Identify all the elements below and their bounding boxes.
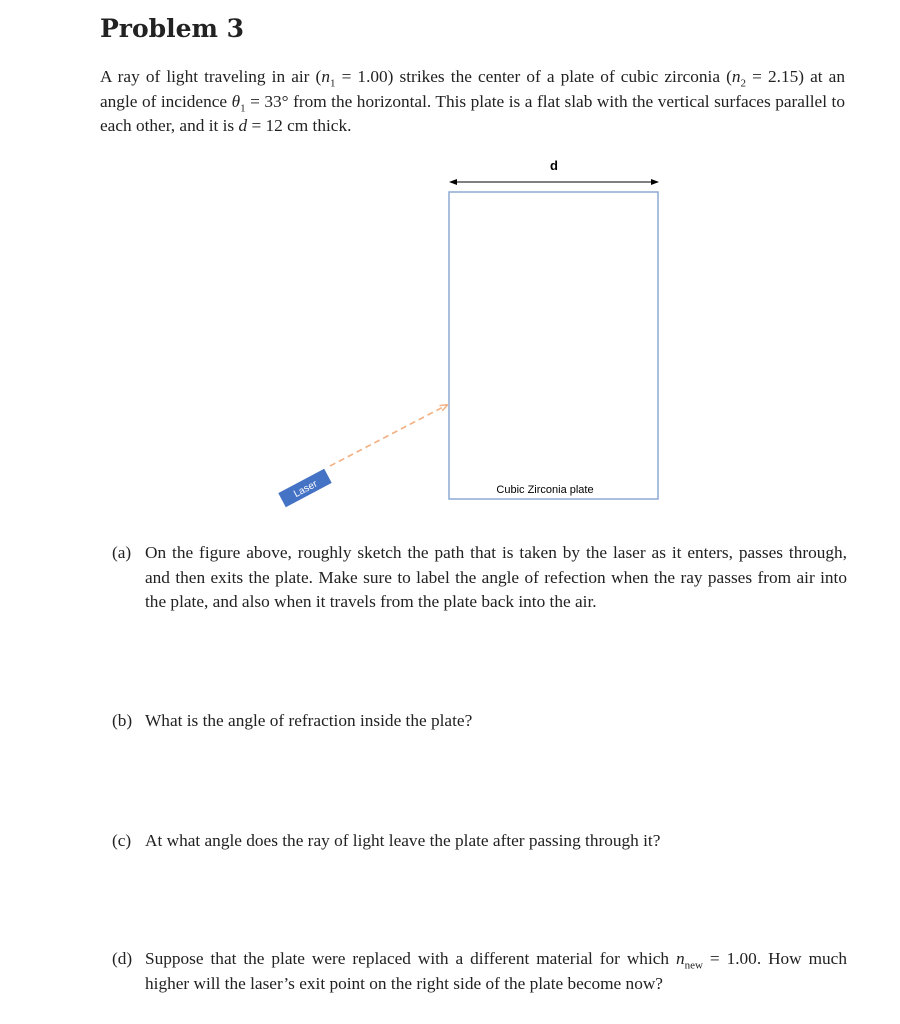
question-b-text: What is the angle of refraction inside the plate? xyxy=(145,711,473,730)
question-c-label: (c) xyxy=(112,831,132,850)
question-c-text: At what angle does the ray of light leave the plate after passing through it? xyxy=(145,831,661,850)
question-c xyxy=(112,829,847,854)
question-a-label: (a) xyxy=(112,543,132,562)
question-b-label: (b) xyxy=(112,711,133,730)
question-d xyxy=(112,947,847,996)
laser-ray xyxy=(330,405,447,466)
problem-title: Problem 3 xyxy=(100,14,245,43)
problem-intro: A ray of light traveling in air $(n_1 = 1.00)$ strikes the center of a plate of cubic zirconia $(n_2 = 2.15)$ at an angle of incidence $\theta_1 = 33^\circ$ from the horizontal. This plate is a flat slab with the vertical surfaces parallel to each other, and it is d = 12 cm thick. xyxy=(100,67,845,135)
question-a-text: On the figure above, roughly sketch the path that is taken by the laser as it enters, passes through, and then exits the plate. Make sure to label the angle of refection when the ray passes from air into the plate, and also when it travels from the plate back into the air. xyxy=(145,543,847,611)
refraction-figure xyxy=(0,150,900,520)
plate-label: Cubic Zirconia plate xyxy=(496,484,594,496)
question-d-text: Suppose that the plate were replaced with a different material for which $n_{new} = 1.00$. How much higher will the laser’s exit point on the right side of the plate become now? xyxy=(145,949,847,993)
cubic-zirconia-plate xyxy=(449,192,658,499)
dimension-label-d: d xyxy=(550,158,558,173)
laser-label: Laser xyxy=(292,478,320,501)
laser-source xyxy=(278,469,331,508)
question-b xyxy=(112,709,847,734)
question-a xyxy=(112,541,847,615)
question-d-label: (d) xyxy=(112,949,133,968)
